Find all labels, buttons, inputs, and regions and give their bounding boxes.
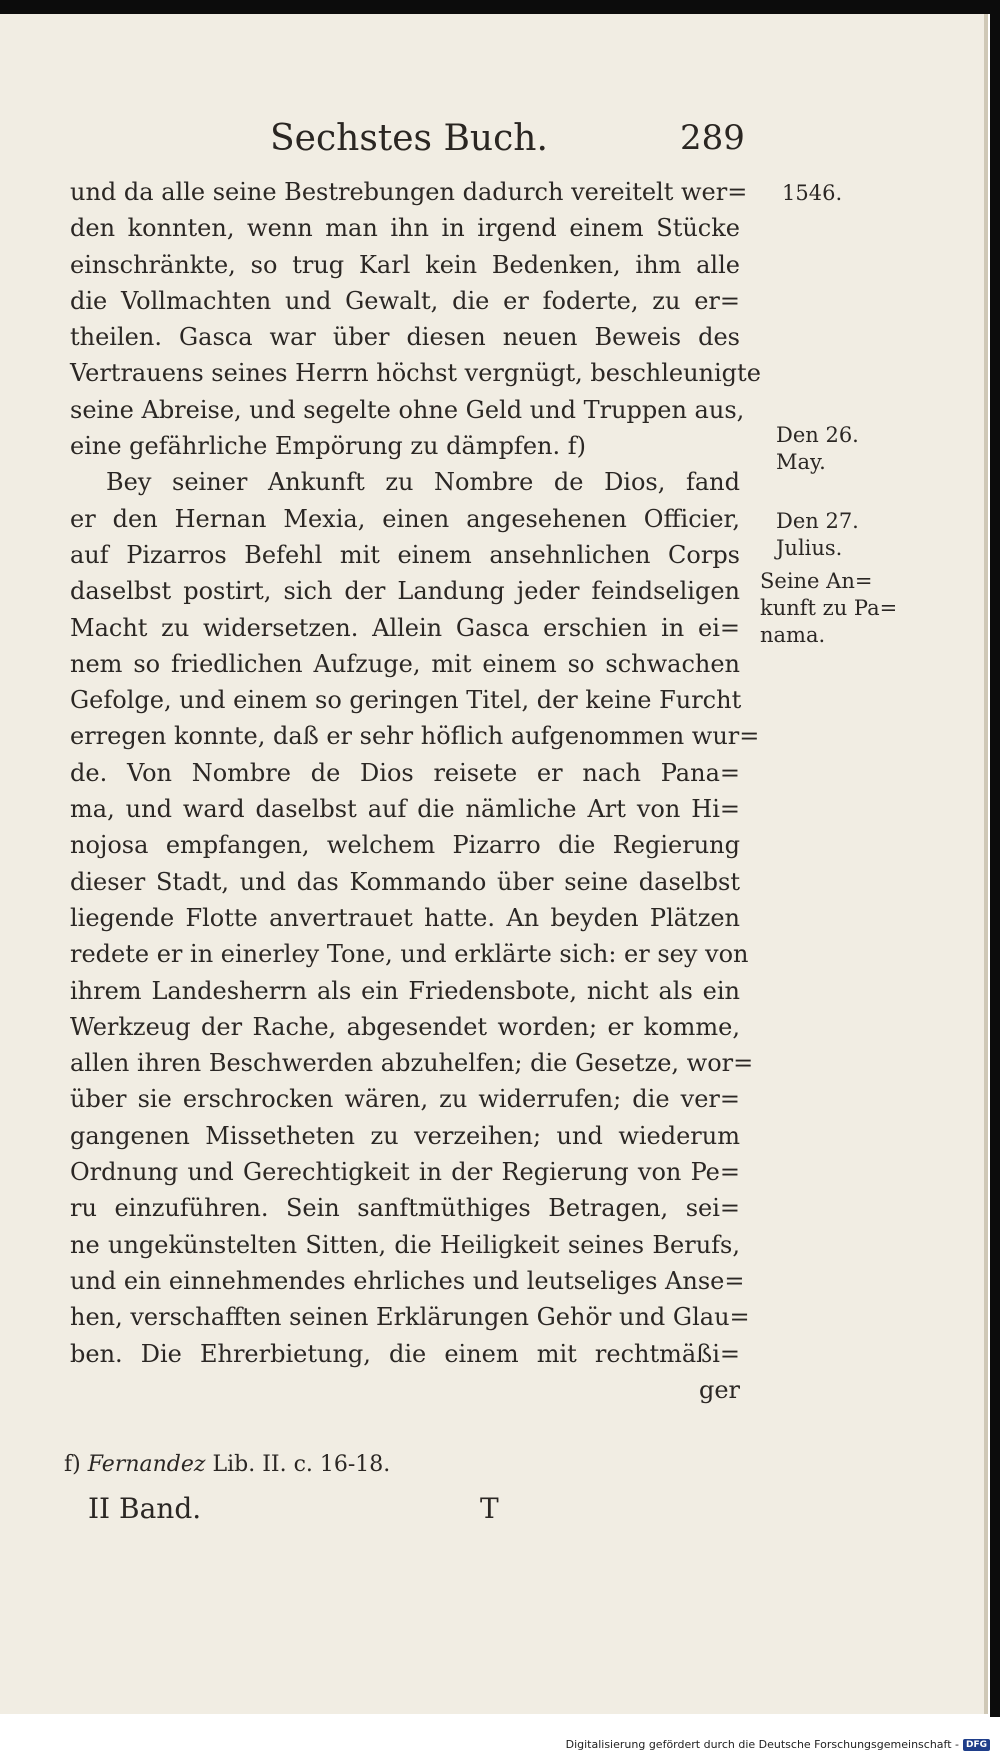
text-line: einschränkte, so trug Karl kein Bedenken, ihm alle [70, 250, 740, 279]
running-title: Sechstes Buch. [270, 118, 548, 159]
footer-credit-text: Digitalisierung gefördert durch die Deutsche Forschungsgemeinschaft - [565, 1738, 959, 1751]
text-line: theilen. Gasca war über diesen neuen Beweis des [70, 323, 740, 352]
text-line: ne ungekünstelten Sitten, die Heiligkeit seines Berufs, [70, 1230, 740, 1259]
text-line: auf Pizarros Befehl mit einem ansehnlichen Corps [70, 540, 740, 569]
footer-credit [566, 1738, 990, 1751]
margin-note-arrival: Seine An= kunft zu Pa= nama. [760, 569, 898, 647]
dfg-logo: DFG [963, 1739, 990, 1751]
text-line: Macht zu widersetzen. Allein Gasca erschien in ei= [70, 613, 740, 642]
footnote-author: Fernandez [87, 1452, 206, 1477]
text-line: Vertrauens seines Herrn höchst vergnügt, beschleunigte [70, 359, 761, 388]
text-line: ma, und ward daselbst auf die nämliche Art von Hi= [70, 795, 740, 824]
text-line: die Vollmachten und Gewalt, die er foderte, zu er= [70, 286, 740, 315]
scan-border-top [0, 0, 1000, 14]
text-line: eine gefährliche Empörung zu dämpfen. f) [70, 432, 586, 461]
footnote [64, 1452, 390, 1477]
text-line: dieser Stadt, und das Kommando über seine daselbst [70, 867, 740, 896]
footnote-reference: Lib. II. c. 16-18. [212, 1452, 391, 1477]
scan-border-right [990, 0, 1000, 1757]
text-line: und da alle seine Bestrebungen dadurch vereitelt wer= [70, 178, 748, 206]
text-line: und ein einnehmendes ehrliches und leutseliges Anse= [70, 1266, 745, 1295]
text-line: Werkzeug der Rache, abgesendet worden; er komme, [70, 1012, 740, 1041]
text-line: den konnten, wenn man ihn in irgend einem Stücke [70, 214, 740, 243]
text-line: Ordnung und Gerechtigkeit in der Regierung von Pe= [70, 1158, 740, 1187]
text-line: er den Hernan Mexia, einen angesehenen Officier, [70, 504, 740, 533]
signature-mark: T [480, 1492, 499, 1525]
text-line: gangenen Missetheten zu verzeihen; und wiederum [70, 1121, 740, 1150]
text-line: nem so friedlichen Aufzuge, mit einem so schwachen [70, 649, 740, 678]
volume-signature: II Band. [88, 1492, 202, 1525]
margin-note-july: Den 27. Julius. [776, 509, 859, 560]
text-line: ger [698, 1375, 740, 1404]
margin-note-may: Den 26. May. [776, 423, 859, 474]
text-line: de. Von Nombre de Dios reisete er nach Pana= [70, 758, 740, 787]
text-line: erregen konnte, daß er sehr höflich aufgenommen wur= [70, 722, 760, 751]
text-line: Bey seiner Ankunft zu Nombre de Dios, fand [106, 468, 740, 497]
text-line: ben. Die Ehrerbietung, die einem mit rechtmäßi= [70, 1339, 740, 1368]
text-line: redete er in einerley Tone, und erklärte sich: er sey von [70, 940, 749, 969]
text-line: hen, verschafften seinen Erklärungen Gehör und Glau= [70, 1303, 750, 1332]
text-line: über sie erschrocken wären, zu widerrufen; die ver= [70, 1085, 740, 1114]
text-line: nojosa empfangen, welchem Pizarro die Regierung [70, 831, 740, 860]
text-line: daselbst postirt, sich der Landung jeder feindseligen [70, 577, 740, 606]
text-line: ihrem Landesherrn als ein Friedensbote, nicht als ein [70, 976, 740, 1005]
text-line: Gefolge, und einem so geringen Titel, der keine Furcht [70, 686, 742, 715]
page-number: 289 [680, 118, 745, 158]
text-line: ru einzuführen. Sein sanftmüthiges Betragen, sei= [70, 1194, 740, 1223]
body-text [70, 174, 761, 1408]
text-line: allen ihren Beschwerden abzuhelfen; die Gesetze, wor= [70, 1049, 754, 1078]
footnote-marker: f) [64, 1452, 81, 1477]
margin-note-year: 1546. [782, 181, 843, 205]
footer-strip [0, 1717, 1000, 1757]
text-line: liegende Flotte anvertrauet hatte. An beyden Plätzen [70, 903, 740, 932]
text-line: seine Abreise, und segelte ohne Geld und Truppen aus, [70, 395, 745, 424]
